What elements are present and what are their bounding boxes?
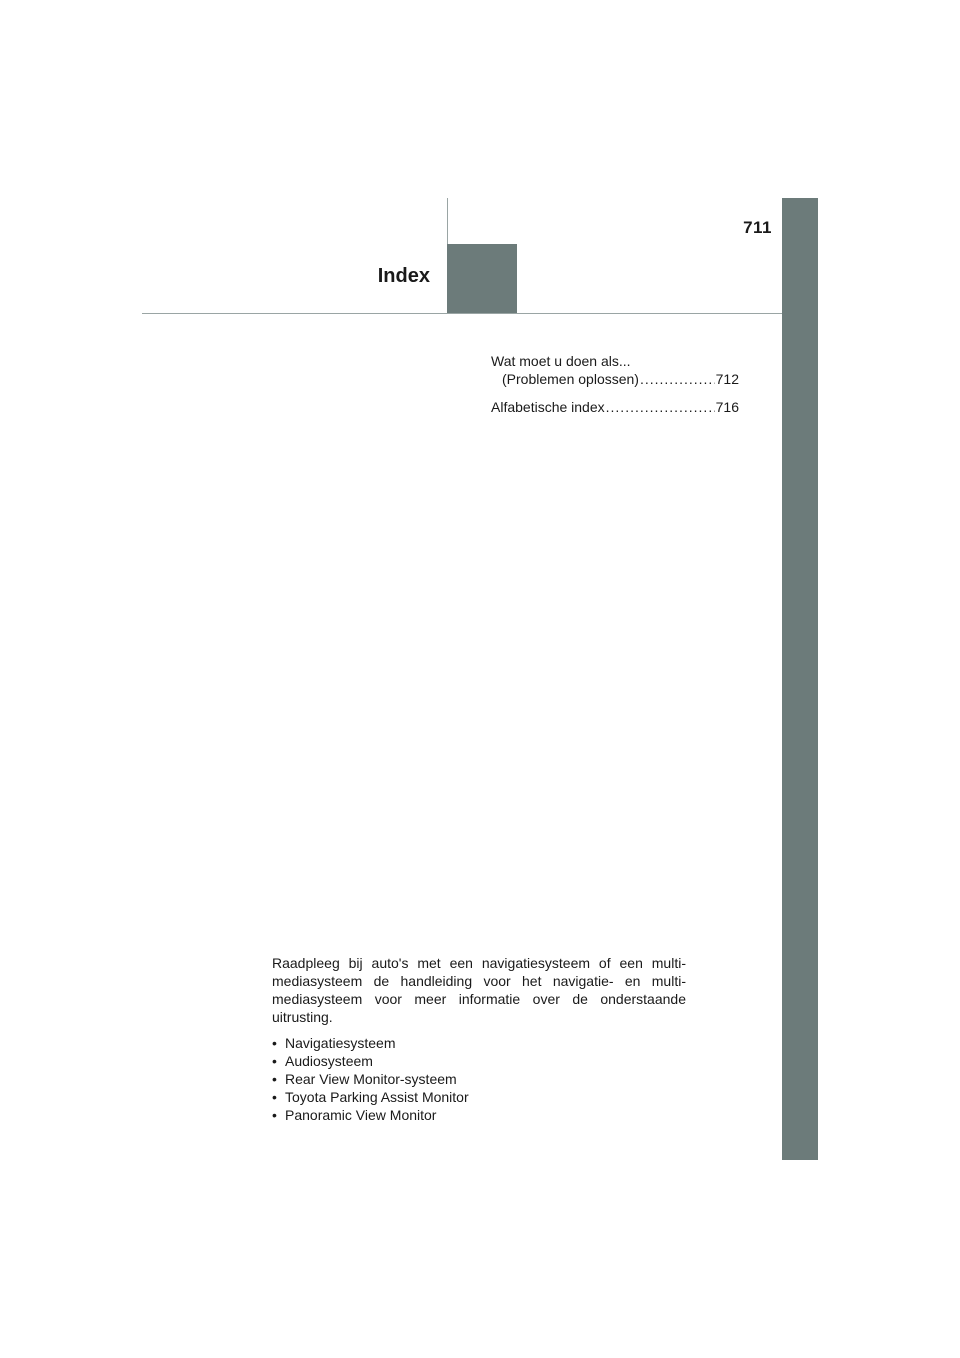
list-item: • Rear View Monitor-systeem xyxy=(272,1070,686,1088)
toc-entry-alphabetical-index[interactable] xyxy=(491,398,739,416)
toc-entry-line xyxy=(491,352,739,370)
table-of-contents xyxy=(491,352,739,426)
header-horizontal-rule xyxy=(142,313,782,314)
list-item: • Audiosysteem xyxy=(272,1052,686,1070)
header-vertical-rule xyxy=(447,198,448,244)
page-number: 711 xyxy=(743,218,772,237)
toc-entry-label: (Problemen oplossen) xyxy=(502,371,639,387)
side-thumb-tab xyxy=(782,198,818,1160)
toc-entry-troubleshooting[interactable] xyxy=(491,352,739,388)
toc-entry-page: 716 xyxy=(715,399,739,415)
list-item: • Navigatiesysteem xyxy=(272,1034,686,1052)
list-item: • Toyota Parking Assist Monitor xyxy=(272,1088,686,1106)
header-section-block xyxy=(447,244,517,314)
toc-dot-leader xyxy=(640,370,715,388)
toc-entry-label: Alfabetische index xyxy=(491,399,605,415)
toc-entry-label: Wat moet u doen als... xyxy=(491,353,631,369)
section-title: Index xyxy=(377,265,430,287)
multimedia-note xyxy=(272,954,686,1124)
toc-entry-line xyxy=(491,398,739,416)
note-paragraph: Raadpleeg bij auto's met een navigatiesysteem of een multi-mediasysteem de handleiding voor het navigatie- en multi-mediasysteem voor meer informatie over de onderstaande uitrusting. xyxy=(272,955,686,1025)
equipment-list xyxy=(272,1034,686,1124)
toc-entry-line xyxy=(491,370,739,388)
list-item: • Panoramic View Monitor xyxy=(272,1106,686,1124)
toc-entry-page: 712 xyxy=(715,371,739,387)
toc-dot-leader xyxy=(606,398,715,416)
